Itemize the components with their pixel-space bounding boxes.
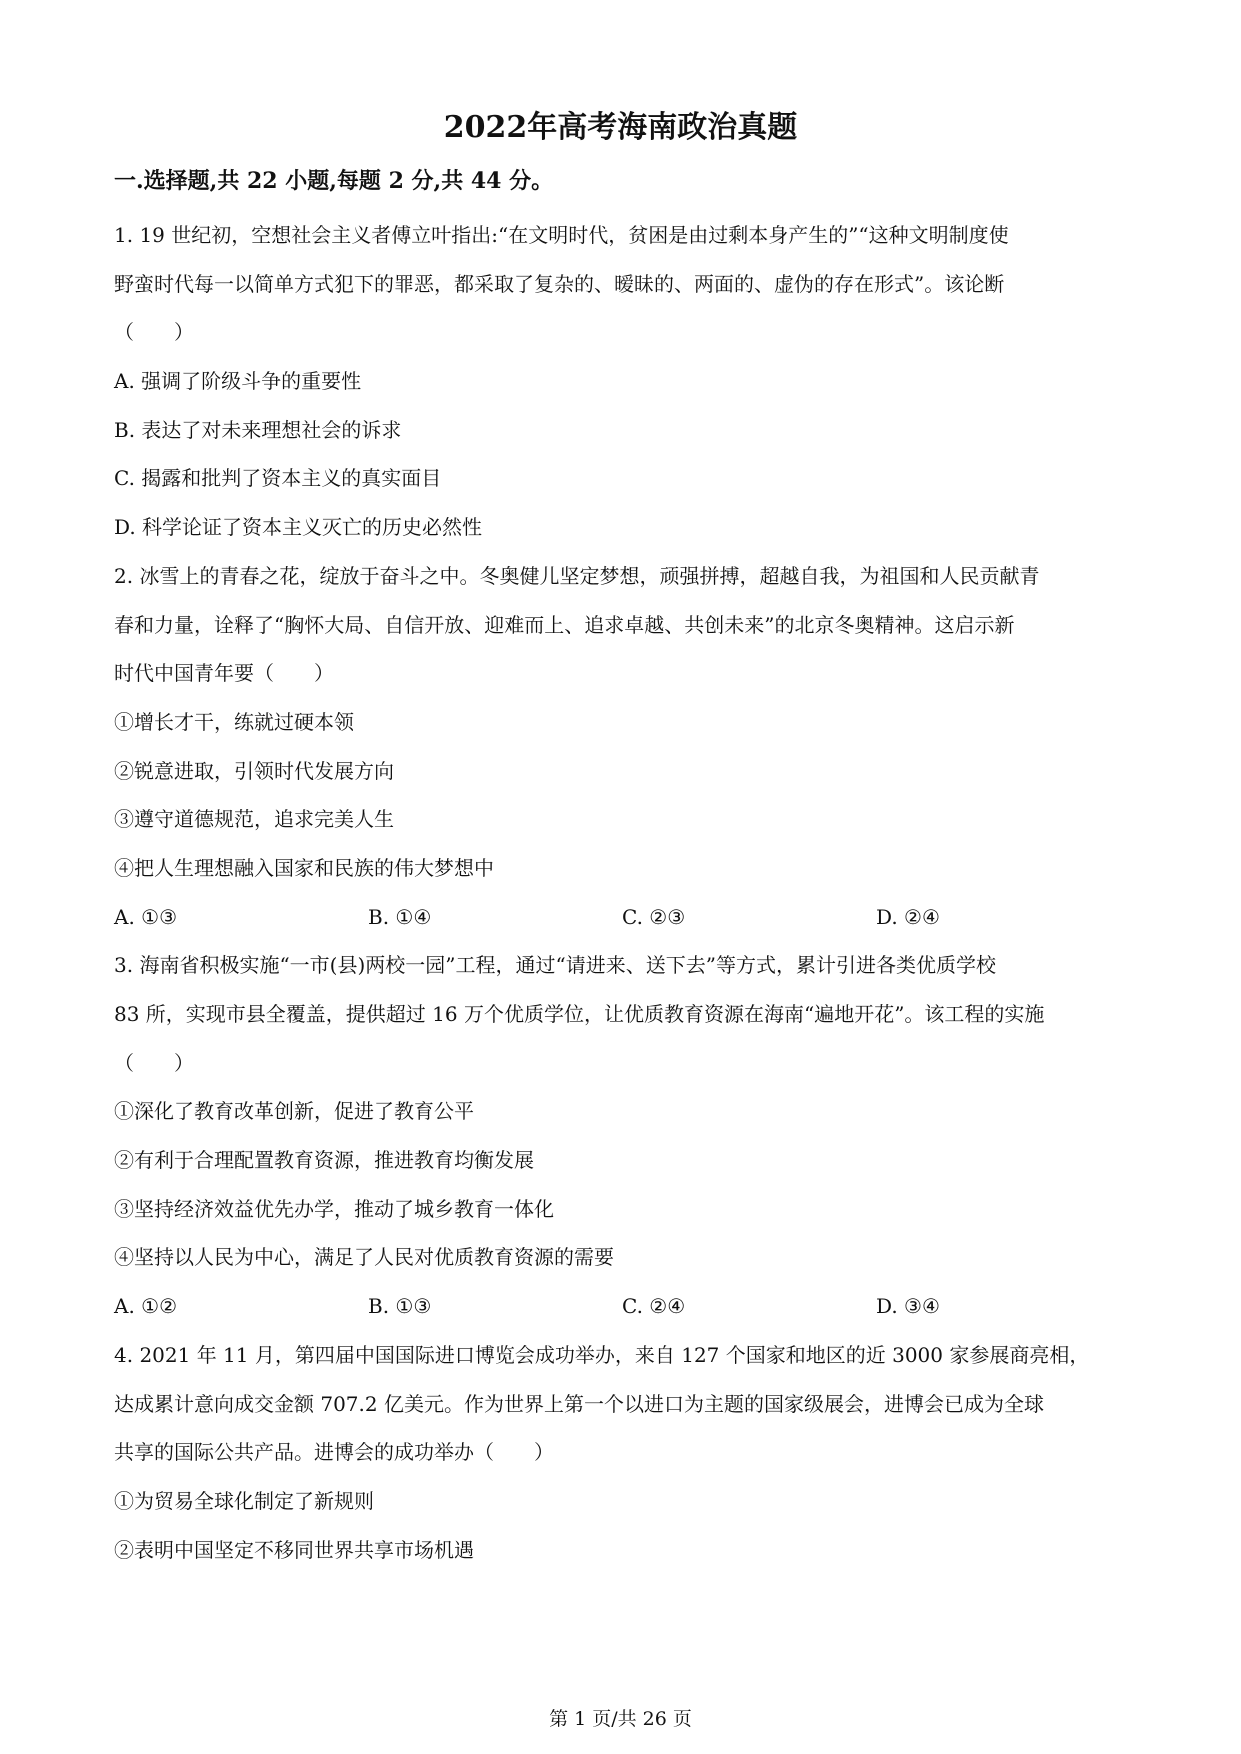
- question-3-choice-a: A. ①②: [114, 1294, 178, 1319]
- question-3-option-3: ③坚持经济效益优先办学，推动了城乡教育一体化: [114, 1196, 554, 1221]
- question-3-stem-line-3: （ ）: [114, 1050, 194, 1075]
- question-3-choices: [114, 1282, 1130, 1331]
- question-2-stem-line-2: 春和力量，诠释了“胸怀大局、自信开放、迎难而上、追求卓越、共创未来”的北京冬奥精神。这启示新: [114, 612, 1015, 637]
- question-3-choice-d: D. ③④: [876, 1294, 940, 1319]
- question-4-stem-line-2: 达成累计意向成交金额 707.2 亿美元。作为世界上第一个以进口为主题的国家级展会，进博会已成为全球: [114, 1391, 1044, 1416]
- question-1-choice-c: C. 揭露和批判了资本主义的真实面目: [114, 466, 442, 491]
- question-2-option-1: ①增长才干，练就过硬本领: [114, 709, 354, 734]
- section-heading: 一.选择题,共 22 小题,每题 2 分,共 44 分。: [114, 168, 554, 194]
- questions-body: [114, 211, 1130, 1574]
- question-2-choice-b: B. ①④: [368, 904, 432, 929]
- question-3-stem-line-1: 3. 海南省积极实施“一市(县)两校一园”工程，通过“请进来、送下去”等方式，累计引进各类优质学校: [114, 953, 996, 978]
- question-3-option-2: ②有利于合理配置教育资源，推进教育均衡发展: [114, 1148, 534, 1173]
- question-1-stem-line-3: （ ）: [114, 320, 194, 345]
- page-title: 2022年高考海南政治真题: [443, 110, 798, 145]
- question-3-option-1: ①深化了教育改革创新，促进了教育公平: [114, 1099, 474, 1124]
- question-3-option-4: ④坚持以人民为中心，满足了人民对优质教育资源的需要: [114, 1245, 614, 1270]
- question-2-choice-c: C. ②③: [622, 904, 686, 929]
- question-1-choice-a: A. 强调了阶级斗争的重要性: [114, 369, 362, 394]
- page-footer: 第 1 页/共 26 页: [549, 1708, 692, 1730]
- question-3-stem-line-2: 83 所，实现市县全覆盖，提供超过 16 万个优质学位，让优质教育资源在海南“遍地开花”。该工程的实施: [114, 1002, 1045, 1026]
- question-2-choice-a: A. ①③: [114, 904, 178, 929]
- question-2-option-2: ②锐意进取，引领时代发展方向: [114, 758, 394, 783]
- question-2-choices: [114, 893, 1130, 942]
- question-3-choice-b: B. ①③: [368, 1294, 432, 1319]
- question-2-option-4: ④把人生理想融入国家和民族的伟大梦想中: [114, 855, 494, 880]
- question-4-stem-line-1: 4. 2021 年 11 月，第四届中国国际进口博览会成功举办，来自 127 个国家和地区的近 3000 家参展商亮相，: [114, 1342, 1090, 1367]
- question-1-stem-line-1: 1. 19 世纪初，空想社会主义者傅立叶指出:“在文明时代，贫困是由过剩本身产生的”“这种文明制度使: [114, 223, 1009, 247]
- question-4-option-2: ②表明中国坚定不移同世界共享市场机遇: [114, 1537, 474, 1562]
- question-1-stem-line-2: 野蛮时代每一以简单方式犯下的罪恶，都采取了复杂的、暧昧的、两面的、虚伪的存在形式”。该论断: [114, 271, 1005, 296]
- question-3-choice-c: C. ②④: [622, 1294, 686, 1319]
- question-2-choice-d: D. ②④: [876, 904, 940, 929]
- question-2-stem-line-3: 时代中国青年要（ ）: [114, 661, 334, 686]
- question-2-option-3: ③遵守道德规范，追求完美人生: [114, 807, 394, 832]
- question-2-stem-line-1: 2. 冰雪上的青春之花，绽放于奋斗之中。冬奥健儿坚定梦想，顽强拼搏，超越自我，为祖国和人民贡献青: [114, 563, 1040, 588]
- question-4-stem-line-3: 共享的国际公共产品。进博会的成功举办（ ）: [114, 1440, 554, 1465]
- question-1-choice-b: B. 表达了对未来理想社会的诉求: [114, 417, 402, 442]
- question-4-option-1: ①为贸易全球化制定了新规则: [114, 1488, 374, 1513]
- question-1-choice-d: D. 科学论证了资本主义灭亡的历史必然性: [114, 515, 483, 540]
